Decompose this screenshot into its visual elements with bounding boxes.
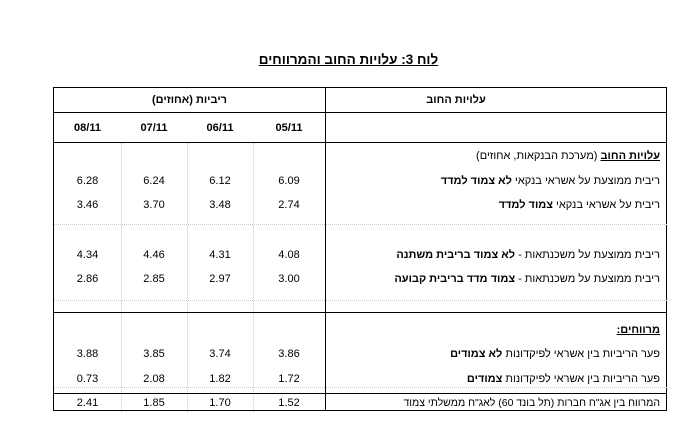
table-title: לוח 3: עלויות החוב והמרווחים: [258, 52, 439, 67]
table-cell: 3.48: [209, 199, 231, 211]
table-cell: 3.00: [278, 273, 300, 285]
column-header: 07/11: [140, 122, 168, 134]
table-cell: 2.41: [76, 397, 99, 409]
grid-line: [54, 224, 667, 225]
table-cell: 2.08: [143, 373, 165, 385]
table-cell: 2.97: [209, 273, 231, 285]
table-cell: 6.09: [278, 175, 300, 187]
row-label: ריבית ממוצעת על משכנתאות - צמוד מדד בריבית קבועה: [394, 273, 660, 285]
table-cell: 1.72: [278, 373, 300, 385]
table-cell: 6.28: [76, 175, 99, 187]
table-cell: 6.12: [209, 175, 231, 187]
table-cell: 3.46: [76, 199, 99, 211]
table-cell: 1.52: [278, 397, 300, 409]
table-cell: 1.85: [143, 397, 165, 409]
column-header: 08/11: [74, 122, 101, 134]
row-label: ריבית ממוצעת על אשראי בנקאי לא צמוד למדד: [440, 175, 660, 187]
section-title-spreads: מרווחים:: [616, 324, 660, 336]
table-cell: 3.70: [143, 199, 165, 211]
row-label: פער הריביות בין אשראי לפיקדונות צמודים: [466, 373, 660, 385]
table-cell: 0.73: [76, 373, 99, 385]
table-cell: 2.86: [76, 273, 99, 285]
table-cell: 1.82: [209, 373, 231, 385]
header-debt-costs: עלויות החוב: [426, 94, 486, 106]
section-title-debt-costs: עלויות החוב (מערכת הבנקאות, אחוזים): [476, 150, 660, 162]
grid-line: [54, 300, 667, 301]
table-cell: 4.31: [209, 249, 231, 261]
table-cell: 2.85: [143, 273, 165, 285]
header-divider: [54, 112, 666, 113]
table-cell: 4.08: [278, 249, 300, 261]
table-cell: 4.46: [143, 249, 165, 261]
row-label: המרווח בין אג"ח חברות (תל בונד 60) לאג"ח ממשלתי צמוד: [403, 397, 660, 409]
column-header: 06/11: [206, 122, 234, 134]
header-divider: [54, 142, 666, 143]
table-cell: 1.70: [209, 397, 231, 409]
table-cell: 2.74: [278, 199, 300, 211]
row-label: ריבית ממוצעת על משכנתאות - לא צמוד בריבית משתנה: [396, 249, 660, 261]
table-cell: 4.34: [76, 249, 99, 261]
section-divider: [54, 393, 666, 394]
row-label: פער הריביות בין אשראי לפיקדונות לא צמודים: [450, 348, 660, 360]
table-cell: 3.85: [143, 348, 165, 360]
data-table: [53, 87, 667, 411]
section-divider: [54, 312, 666, 313]
column-header: 05/11: [275, 122, 303, 134]
table-cell: 3.88: [76, 348, 99, 360]
grid-line: [54, 387, 667, 388]
table-cell: 3.86: [278, 348, 300, 360]
header-rates: ריביות (אחוזים): [152, 94, 227, 106]
table-cell: 3.74: [209, 348, 231, 360]
row-label: ריבית על אשראי בנקאי צמוד למדד: [498, 199, 660, 211]
table-cell: 6.24: [143, 175, 165, 187]
column-divider: [325, 88, 326, 410]
